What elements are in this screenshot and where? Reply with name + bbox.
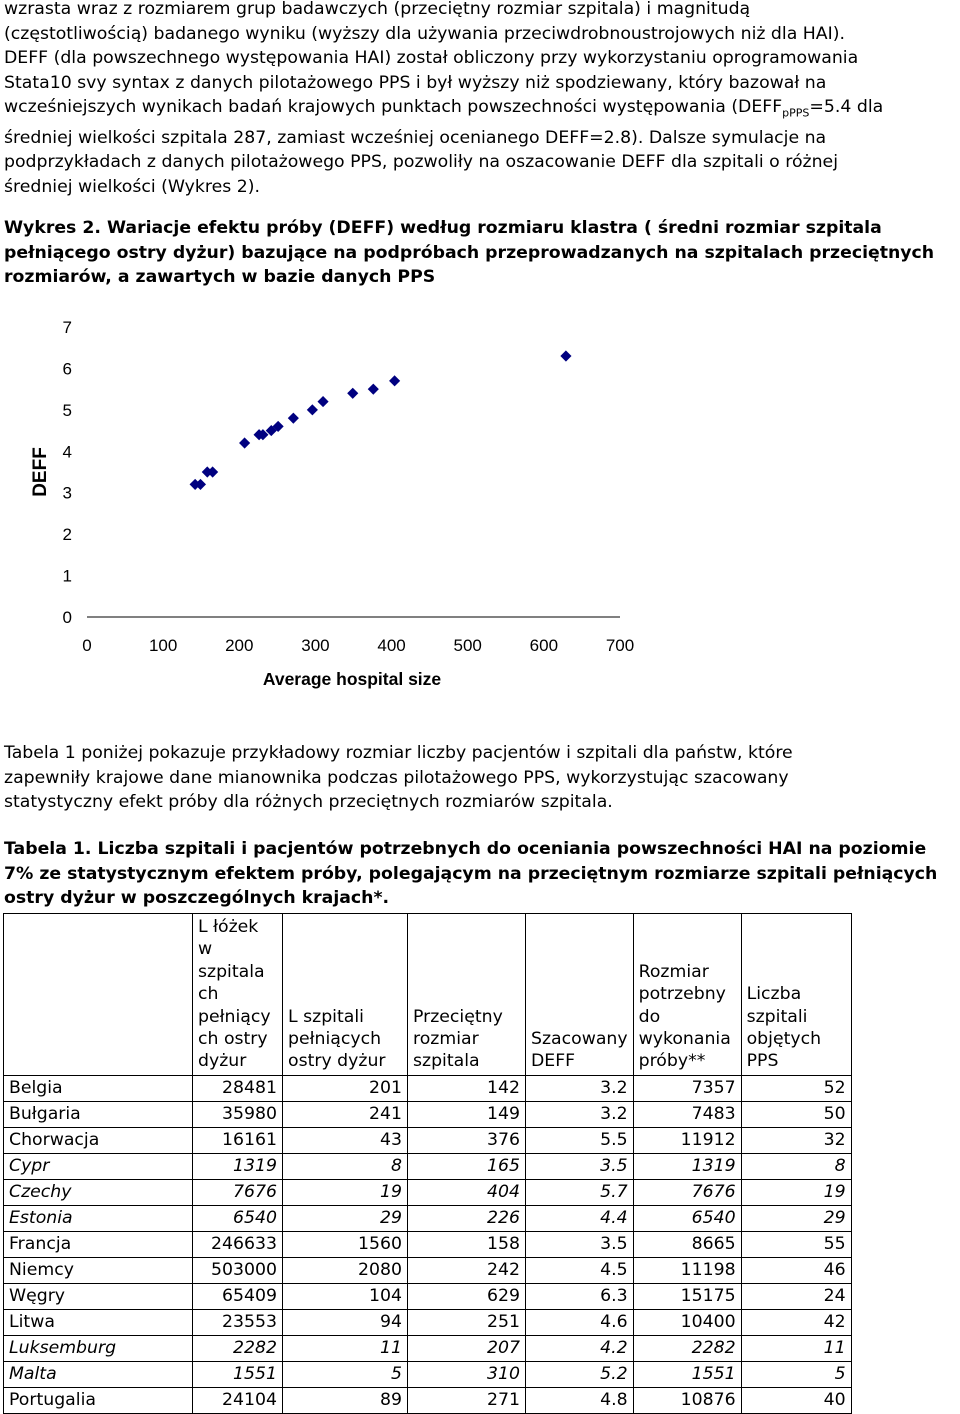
country-cell: Bułgaria bbox=[4, 1101, 193, 1127]
value-cell: 4.5 bbox=[526, 1257, 634, 1283]
text-line: statystyczny efekt próby dla różnych przeciętnych rozmiarów szpitala. bbox=[4, 792, 613, 812]
value-cell: 24104 bbox=[193, 1387, 283, 1413]
value-cell: 165 bbox=[408, 1153, 526, 1179]
y-tick-label: 2 bbox=[62, 525, 72, 545]
value-cell: 11 bbox=[283, 1335, 408, 1361]
value-cell: 201 bbox=[283, 1075, 408, 1101]
value-cell: 11912 bbox=[633, 1127, 741, 1153]
table-row bbox=[4, 1153, 852, 1179]
value-cell: 4.4 bbox=[526, 1205, 634, 1231]
value-cell: 503000 bbox=[193, 1257, 283, 1283]
value-cell: 19 bbox=[741, 1179, 851, 1205]
table-body bbox=[4, 1075, 852, 1413]
value-cell: 8 bbox=[741, 1153, 851, 1179]
value-cell: 7676 bbox=[633, 1179, 741, 1205]
value-cell: 7676 bbox=[193, 1179, 283, 1205]
text-line: (częstotliwością) badanego wyniku (wyższy dla używania przeciwdrobnoustrojowych niż dla HAI). bbox=[4, 23, 845, 44]
column-header-line: próby** bbox=[638, 1051, 706, 1072]
column-header-line: szpitali bbox=[746, 1006, 808, 1027]
value-cell: 5.5 bbox=[526, 1127, 634, 1153]
table-row bbox=[4, 1205, 852, 1231]
value-cell: 8665 bbox=[633, 1231, 741, 1257]
text-line-part: wcześniejszych wynikach badań krajowych punktach powszechności występowania (DEFF bbox=[4, 97, 783, 117]
value-cell: 2282 bbox=[633, 1335, 741, 1361]
column-header-line: Przeciętny bbox=[413, 1006, 503, 1027]
value-cell: 3.5 bbox=[526, 1231, 634, 1257]
value-cell: 10400 bbox=[633, 1309, 741, 1335]
x-tick-label: 100 bbox=[148, 636, 178, 655]
value-cell: 149 bbox=[408, 1101, 526, 1127]
data-point-marker bbox=[318, 397, 328, 407]
table-row bbox=[4, 1387, 852, 1413]
value-cell: 6.3 bbox=[526, 1283, 634, 1309]
table-row bbox=[4, 1179, 852, 1205]
chart-canvas bbox=[0, 306, 960, 706]
value-cell: 11198 bbox=[633, 1257, 741, 1283]
text-line: średniej wielkości (Wykres 2). bbox=[4, 176, 260, 197]
country-cell: Malta bbox=[4, 1361, 193, 1387]
column-header-line: objętych bbox=[746, 1029, 822, 1050]
country-cell: Cypr bbox=[4, 1153, 193, 1179]
x-tick-label: 300 bbox=[301, 636, 330, 655]
value-cell: 4.2 bbox=[526, 1335, 634, 1361]
column-header bbox=[741, 914, 851, 1076]
value-cell: 42 bbox=[741, 1309, 851, 1335]
column-header-line: Rozmiar bbox=[638, 961, 709, 982]
data-points bbox=[190, 351, 571, 489]
value-cell: 5 bbox=[741, 1361, 851, 1387]
x-tick-label: 600 bbox=[529, 636, 559, 655]
intro-paragraph bbox=[4, 0, 956, 199]
table-row bbox=[4, 1075, 852, 1101]
country-cell: Portugalia bbox=[4, 1387, 193, 1413]
column-header-line: w bbox=[198, 939, 213, 960]
column-header-line: DEFF bbox=[531, 1051, 576, 1072]
y-tick-label: 4 bbox=[62, 442, 72, 462]
scatter-chart bbox=[0, 306, 960, 706]
y-tick-label: 7 bbox=[62, 318, 72, 337]
table-row bbox=[4, 1361, 852, 1387]
value-cell: 28481 bbox=[193, 1075, 283, 1101]
table-row bbox=[4, 1101, 852, 1127]
value-cell: 404 bbox=[408, 1179, 526, 1205]
value-cell: 89 bbox=[283, 1387, 408, 1413]
column-header-line: L łóżek bbox=[198, 917, 259, 937]
value-cell: 55 bbox=[741, 1231, 851, 1257]
caption-line: pełniącego ostry dyżur) bazujące na podpróbach przeprowadzanych na szpitalach przeciętnych bbox=[4, 242, 935, 263]
column-header-line: do bbox=[638, 1006, 661, 1027]
table-header-row bbox=[4, 914, 852, 1076]
column-header bbox=[526, 914, 634, 1076]
value-cell: 50 bbox=[741, 1101, 851, 1127]
value-cell: 2282 bbox=[193, 1335, 283, 1361]
value-cell: 10876 bbox=[633, 1387, 741, 1413]
column-header bbox=[283, 914, 408, 1076]
value-cell: 24 bbox=[741, 1283, 851, 1309]
table-row bbox=[4, 1309, 852, 1335]
value-cell: 11 bbox=[741, 1335, 851, 1361]
value-cell: 35980 bbox=[193, 1101, 283, 1127]
table-caption bbox=[4, 837, 956, 911]
value-cell: 104 bbox=[283, 1283, 408, 1309]
column-header-line: pełniący bbox=[198, 1006, 271, 1027]
x-tick-label: 500 bbox=[453, 636, 482, 655]
value-cell: 242 bbox=[408, 1257, 526, 1283]
country-cell: Węgry bbox=[4, 1283, 193, 1309]
column-header-line: wykonania bbox=[638, 1029, 731, 1050]
value-cell: 2080 bbox=[283, 1257, 408, 1283]
column-header-line: Liczba bbox=[746, 984, 802, 1005]
column-header-line: pełniących bbox=[288, 1029, 382, 1050]
figure-caption bbox=[4, 216, 956, 290]
value-cell: 46 bbox=[741, 1257, 851, 1283]
value-cell: 246633 bbox=[193, 1231, 283, 1257]
x-tick-labels bbox=[82, 636, 634, 655]
country-cell: Luksemburg bbox=[4, 1335, 193, 1361]
column-header-line: ch bbox=[198, 984, 219, 1005]
column-header-line: PPS bbox=[746, 1051, 779, 1072]
y-tick-labels bbox=[63, 318, 72, 627]
y-tick-label: 5 bbox=[62, 400, 72, 420]
value-cell: 19 bbox=[283, 1179, 408, 1205]
column-header-line: ostry dyżur bbox=[288, 1051, 386, 1072]
data-point-marker bbox=[390, 376, 400, 386]
x-tick-label: 200 bbox=[225, 636, 254, 655]
data-point-marker bbox=[368, 384, 378, 394]
value-cell: 226 bbox=[408, 1205, 526, 1231]
country-cell: Chorwacja bbox=[4, 1127, 193, 1153]
column-header-line: szpitala bbox=[413, 1051, 480, 1072]
x-tick-label: 0 bbox=[82, 636, 92, 655]
value-cell: 4.8 bbox=[526, 1387, 634, 1413]
value-cell: 1319 bbox=[193, 1153, 283, 1179]
value-cell: 5 bbox=[283, 1361, 408, 1387]
caption-line: 7% ze statystycznym efektem próby, polegającym na przeciętnym rozmiarze szpitali pełniących bbox=[4, 863, 938, 884]
value-cell: 32 bbox=[741, 1127, 851, 1153]
value-cell: 3.2 bbox=[526, 1101, 634, 1127]
value-cell: 142 bbox=[408, 1075, 526, 1101]
value-cell: 40 bbox=[741, 1387, 851, 1413]
value-cell: 629 bbox=[408, 1283, 526, 1309]
table-row bbox=[4, 1127, 852, 1153]
country-cell: Belgia bbox=[4, 1075, 193, 1101]
country-cell: Francja bbox=[4, 1231, 193, 1257]
column-header-line: szpitala bbox=[198, 961, 265, 982]
value-cell: 271 bbox=[408, 1387, 526, 1413]
table-row bbox=[4, 1335, 852, 1361]
hospitals-table bbox=[3, 913, 852, 1414]
value-cell: 15175 bbox=[633, 1283, 741, 1309]
value-cell: 376 bbox=[408, 1127, 526, 1153]
value-cell: 16161 bbox=[193, 1127, 283, 1153]
data-point-marker bbox=[240, 438, 250, 448]
text-line: Stata10 svy syntax z danych pilotażowego PPS i był wyższy niż spodziewany, który bazował na bbox=[4, 72, 827, 93]
text-line: podprzykładach z danych pilotażowego PPS, pozwoliły na oszacowanie DEFF dla szpitali o różnej bbox=[4, 152, 838, 173]
value-cell: 3.5 bbox=[526, 1153, 634, 1179]
data-point-marker bbox=[348, 388, 358, 398]
value-cell: 6540 bbox=[193, 1205, 283, 1231]
country-cell: Litwa bbox=[4, 1309, 193, 1335]
column-header bbox=[408, 914, 526, 1076]
y-tick-label: 0 bbox=[62, 608, 72, 627]
text-line bbox=[4, 95, 956, 126]
caption-line: ostry dyżur w poszczególnych krajach*. bbox=[4, 888, 390, 908]
column-header bbox=[633, 914, 741, 1076]
value-cell: 6540 bbox=[633, 1205, 741, 1231]
text-line: średniej wielkości szpitala 287, zamiast wcześniej ocenianego DEFF=2.8). Dalsze symulacje na bbox=[4, 127, 827, 148]
column-header bbox=[4, 914, 193, 1076]
text-line: Tabela 1 poniżej pokazuje przykładowy rozmiar liczby pacjentów i szpitali dla państw, które bbox=[4, 743, 793, 763]
column-header-line: ch ostry bbox=[198, 1029, 268, 1050]
value-cell: 3.2 bbox=[526, 1075, 634, 1101]
value-cell: 29 bbox=[741, 1205, 851, 1231]
x-axis-title: Average hospital size bbox=[262, 669, 442, 689]
column-header-line: L szpitali bbox=[288, 1006, 364, 1027]
table-intro-paragraph bbox=[4, 741, 956, 815]
value-cell: 43 bbox=[283, 1127, 408, 1153]
country-cell: Niemcy bbox=[4, 1257, 193, 1283]
value-cell: 7357 bbox=[633, 1075, 741, 1101]
value-cell: 5.7 bbox=[526, 1179, 634, 1205]
y-tick-label: 1 bbox=[62, 566, 72, 586]
country-cell: Estonia bbox=[4, 1205, 193, 1231]
column-header-line: rozmiar bbox=[413, 1029, 479, 1050]
column-header-line: potrzebny bbox=[638, 984, 726, 1005]
column-header-line: dyżur bbox=[198, 1051, 247, 1072]
table-row bbox=[4, 1283, 852, 1309]
text-line: wzrasta wraz z rozmiarem grup badawczych (przeciętny rozmiar szpitala) i magnitudą bbox=[4, 0, 751, 19]
country-cell: Czechy bbox=[4, 1179, 193, 1205]
deff-subscript: pPPS bbox=[782, 106, 810, 120]
value-cell: 94 bbox=[283, 1309, 408, 1335]
value-cell: 158 bbox=[408, 1231, 526, 1257]
value-cell: 1319 bbox=[633, 1153, 741, 1179]
value-cell: 29 bbox=[283, 1205, 408, 1231]
value-cell: 207 bbox=[408, 1335, 526, 1361]
value-cell: 52 bbox=[741, 1075, 851, 1101]
value-cell: 4.6 bbox=[526, 1309, 634, 1335]
value-cell: 8 bbox=[283, 1153, 408, 1179]
table-row bbox=[4, 1231, 852, 1257]
value-cell: 241 bbox=[283, 1101, 408, 1127]
y-tick-label: 3 bbox=[62, 483, 72, 503]
text-line: DEFF (dla powszechnego występowania HAI) został obliczony przy wykorzystaniu oprogramowania bbox=[4, 48, 859, 68]
y-axis-title: DEFF bbox=[30, 447, 51, 497]
value-cell: 1560 bbox=[283, 1231, 408, 1257]
caption-line: Tabela 1. Liczba szpitali i pacjentów potrzebnych do oceniania powszechności HAI na poziomie bbox=[4, 839, 927, 859]
value-cell: 310 bbox=[408, 1361, 526, 1387]
table-row bbox=[4, 1257, 852, 1283]
value-cell: 1551 bbox=[193, 1361, 283, 1387]
value-cell: 65409 bbox=[193, 1283, 283, 1309]
column-header bbox=[193, 914, 283, 1076]
value-cell: 1551 bbox=[633, 1361, 741, 1387]
data-point-marker bbox=[561, 351, 571, 361]
caption-line: Wykres 2. Wariacje efektu próby (DEFF) według rozmiaru klastra ( średni rozmiar szpitala bbox=[4, 218, 882, 238]
y-tick-label: 6 bbox=[62, 359, 72, 379]
data-point-marker bbox=[307, 405, 317, 415]
table-header bbox=[4, 914, 852, 1076]
x-tick-label: 700 bbox=[605, 636, 635, 655]
caption-line: rozmiarów, a zawartych w bazie danych PPS bbox=[4, 267, 436, 287]
data-point-marker bbox=[288, 413, 298, 423]
value-cell: 7483 bbox=[633, 1101, 741, 1127]
deff-suffix: =5.4 dla bbox=[809, 97, 884, 117]
text-line: zapewniły krajowe dane mianownika podczas pilotażowego PPS, wykorzystując szacowany bbox=[4, 767, 789, 788]
value-cell: 5.2 bbox=[526, 1361, 634, 1387]
column-header-line: Szacowany bbox=[531, 1029, 628, 1050]
x-tick-label: 400 bbox=[377, 636, 406, 655]
value-cell: 23553 bbox=[193, 1309, 283, 1335]
value-cell: 251 bbox=[408, 1309, 526, 1335]
